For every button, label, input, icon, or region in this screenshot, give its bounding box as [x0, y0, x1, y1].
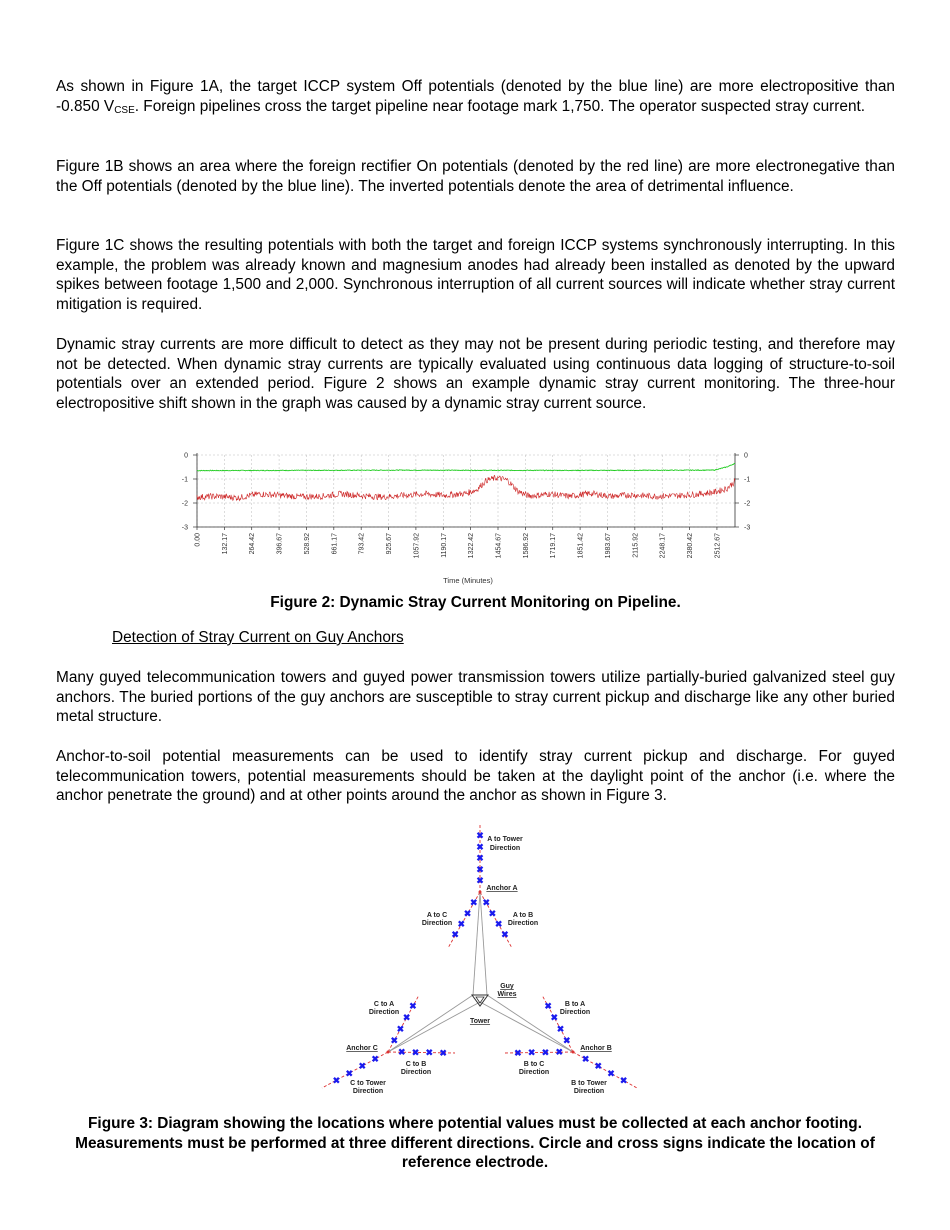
reference-electrode-marker: ✖ — [514, 1047, 522, 1058]
label-c-to-tower-1: C to Tower — [350, 1080, 386, 1087]
label-c-to-tower-2: Direction — [352, 1088, 384, 1095]
paragraph-dynamic-stray: Dynamic stray currents are more difficult to detect as they may not be present during periodic testing, and therefore may not be detected. When dynamic stray currents are typically evaluated using continuous data logging of structure-to-soil potentials over an extended period. Figure 2 shows an example dynamic stray current monitoring. The three-hour electropositive shift shown in the graph was caused by a dynamic stray current source. — [56, 336, 895, 412]
x-tick-label: 2248.17 — [659, 533, 667, 559]
label-c-to-b-1: C to B — [405, 1061, 427, 1068]
y-tick-label-right: -2 — [744, 500, 751, 508]
y-tick-label-left: 0 — [184, 452, 188, 460]
reference-electrode-marker: ✖ — [457, 919, 466, 929]
reference-electrode-marker: ✖ — [396, 1023, 405, 1034]
reference-electrode-marker: ✖ — [544, 1000, 552, 1011]
reference-electrode-marker: ✖ — [550, 1012, 559, 1023]
anchor-c-point — [387, 1051, 390, 1054]
reference-electrode-marker: ✖ — [607, 1068, 615, 1079]
x-tick-label: 1851.42 — [577, 533, 585, 559]
y-tick-label-left: -1 — [181, 476, 188, 484]
reference-electrode-marker: ✖ — [425, 1047, 434, 1058]
label-anchor-b: Anchor B — [580, 1045, 612, 1052]
x-tick-label: 132.17 — [221, 533, 229, 555]
reference-electrode-marker: ✖ — [358, 1061, 366, 1072]
reference-electrode-marker: ✖ — [402, 1012, 411, 1023]
reference-electrode-marker: ✖ — [488, 908, 497, 919]
reference-electrode-marker: ✖ — [476, 864, 484, 875]
x-tick-label: 1586.92 — [522, 533, 530, 559]
label-a-to-b-1: A to B — [512, 912, 534, 919]
reference-electrode-marker: ✖ — [581, 1054, 590, 1065]
y-tick-label-left: -2 — [181, 500, 188, 508]
subscript-cse: CSE — [114, 104, 135, 116]
reference-electrode-marker: ✖ — [371, 1054, 379, 1065]
reference-electrode-marker: ✖ — [476, 841, 484, 852]
y-tick-label-right: -3 — [744, 524, 751, 532]
label-guy-wires-1: Guy — [500, 983, 514, 990]
label-c-to-b-2: Direction — [400, 1069, 432, 1076]
reference-electrode-marker: ✖ — [409, 1000, 417, 1011]
label-a-to-b-2: Direction — [507, 920, 539, 927]
label-b-to-c-1: B to C — [523, 1061, 545, 1068]
x-tick-label: 1983.67 — [604, 533, 612, 559]
x-tick-label: 2115.92 — [632, 533, 640, 558]
x-tick-label: 528.92 — [303, 533, 311, 555]
section-heading: Detection of Stray Current on Guy Anchors — [112, 629, 404, 646]
x-axis-label: Time (Minutes) — [443, 576, 493, 585]
x-tick-label: 1057.92 — [413, 533, 421, 559]
x-tick-label: 264.42 — [249, 533, 257, 555]
reference-electrode-marker: ✖ — [619, 1075, 628, 1086]
anchor-a-point — [479, 891, 482, 894]
label-tower: Tower — [469, 1018, 491, 1025]
label-b-to-a-1: B to A — [564, 1001, 586, 1008]
reference-electrode-marker: ✖ — [332, 1075, 341, 1086]
label-anchor-a: Anchor A — [486, 885, 518, 892]
x-tick-label: 2512.67 — [714, 533, 722, 559]
reference-electrode-marker: ✖ — [345, 1068, 354, 1079]
reference-electrode-marker: ✖ — [470, 897, 478, 908]
label-c-to-a-1: C to A — [373, 1001, 395, 1008]
chart-axes — [193, 453, 739, 527]
x-tick-label: 396.67 — [276, 533, 284, 555]
figure-2-chart — [175, 445, 775, 590]
figure-2-caption: Figure 2: Dynamic Stray Current Monitoring on Pipeline. — [270, 594, 681, 611]
reference-electrode-marker: ✖ — [390, 1035, 398, 1046]
reference-electrode-marker: ✖ — [527, 1047, 536, 1058]
label-a-to-tower-2: Direction — [489, 845, 521, 852]
reference-electrode-marker: ✖ — [501, 929, 509, 940]
x-tick-label: 1719.17 — [550, 533, 558, 559]
label-b-to-a-2: Direction — [559, 1009, 591, 1016]
reference-electrode-marker: ✖ — [541, 1047, 550, 1058]
paragraph-anchor-measurements: Anchor-to-soil potential measurements can be used to identify stray current pickup and discharge. For guyed telecommunication towers, potential measurements should be taken at the daylight point of the anchor (i.e. where the anchor penetrate the ground) and at other points around the anchor as shown in Figure 3. — [56, 748, 895, 805]
label-b-to-tower-1: B to Tower — [571, 1080, 607, 1087]
reference-electrode-marker: ✖ — [556, 1023, 565, 1034]
label-b-to-c-2: Direction — [518, 1069, 550, 1076]
paragraph-guyed-towers: Many guyed telecommunication towers and guyed power transmission towers utilize partially-buried galvanized steel guy anchors. The buried portions of the guy anchors are susceptible to stray current pickup and discharge like any other buried metal structure. — [56, 669, 895, 726]
reference-electrode-marker: ✖ — [476, 875, 484, 886]
y-tick-label-right: 0 — [744, 452, 748, 460]
x-tick-label: 925.67 — [386, 533, 394, 555]
paragraph-figure-1a: As shown in Figure 1A, the target ICCP system Off potentials (denoted by the blue line) are more electropositive than -0.850 $V_{CSE}$. Foreign pipelines cross the target pipeline near footage mark 1,750. The operator suspected stray current. — [56, 78, 895, 116]
series-off-potential-line — [197, 463, 735, 471]
chart-series — [197, 463, 735, 500]
label-a-to-c-1: A to C — [426, 912, 448, 919]
reference-electrode-marker: ✖ — [476, 830, 484, 841]
y-tick-label-right: -1 — [744, 476, 751, 484]
x-tick-label: 661.17 — [331, 533, 339, 555]
reference-electrode-marker: ✖ — [463, 908, 472, 919]
paragraph-figure-1b: Figure 1B shows an area where the foreign rectifier On potentials (denoted by the red line) are more electronegative than the Off potentials (denoted by the blue line). The inverted potentials denote the area of detrimental influence. — [56, 158, 895, 195]
x-tick-label: 2380.42 — [687, 533, 695, 559]
figure-3-diagram — [315, 820, 645, 1105]
reference-electrode-marker: ✖ — [451, 929, 459, 940]
reference-electrode-marker: ✖ — [563, 1035, 571, 1046]
reference-electrode-marker: ✖ — [482, 897, 490, 908]
reference-electrode-marker: ✖ — [398, 1047, 406, 1058]
x-tick-label: 793.42 — [358, 533, 366, 555]
reference-electrode-marker: ✖ — [555, 1047, 563, 1058]
reference-electrode-marker: ✖ — [439, 1047, 447, 1058]
label-a-to-c-2: Direction — [421, 920, 453, 927]
reference-electrode-marker: ✖ — [594, 1061, 603, 1072]
reference-electrode-marker: ✖ — [494, 919, 503, 929]
figure-3-caption: Figure 3: Diagram showing the locations where potential values must be collected at each anchor footing. Measurements must be performed at three different directions. Circle and cross signs indicate the location of reference electrode. — [75, 1115, 875, 1172]
x-tick-label: 1454.67 — [495, 533, 503, 559]
label-guy-wires-2: Wires — [497, 991, 517, 998]
reference-electrode-marker: ✖ — [476, 853, 484, 864]
reference-electrode-marker: ✖ — [411, 1047, 420, 1058]
label-anchor-c: Anchor C — [346, 1045, 378, 1052]
anchor-b-point — [572, 1051, 575, 1054]
x-tick-label: 0.00 — [194, 533, 202, 547]
label-b-to-tower-2: Direction — [573, 1088, 605, 1095]
chart-ticks — [182, 453, 751, 559]
paragraph-figure-1c: Figure 1C shows the resulting potentials with both the target and foreign ICCP systems synchronously interrupting. In this example, the problem was already known and magnesium anodes had already been installed as denoted by the upward spikes between footage 1,500 and 2,000. Synchronous interruption of all current sources will indicate whether stray current mitigation is required. — [56, 237, 895, 313]
label-a-to-tower-1: A to Tower — [487, 836, 523, 843]
y-tick-label-left: -3 — [181, 524, 188, 532]
x-tick-label: 1322.42 — [468, 533, 476, 559]
x-tick-label: 1190.17 — [440, 533, 448, 558]
label-c-to-a-2: Direction — [368, 1009, 400, 1016]
